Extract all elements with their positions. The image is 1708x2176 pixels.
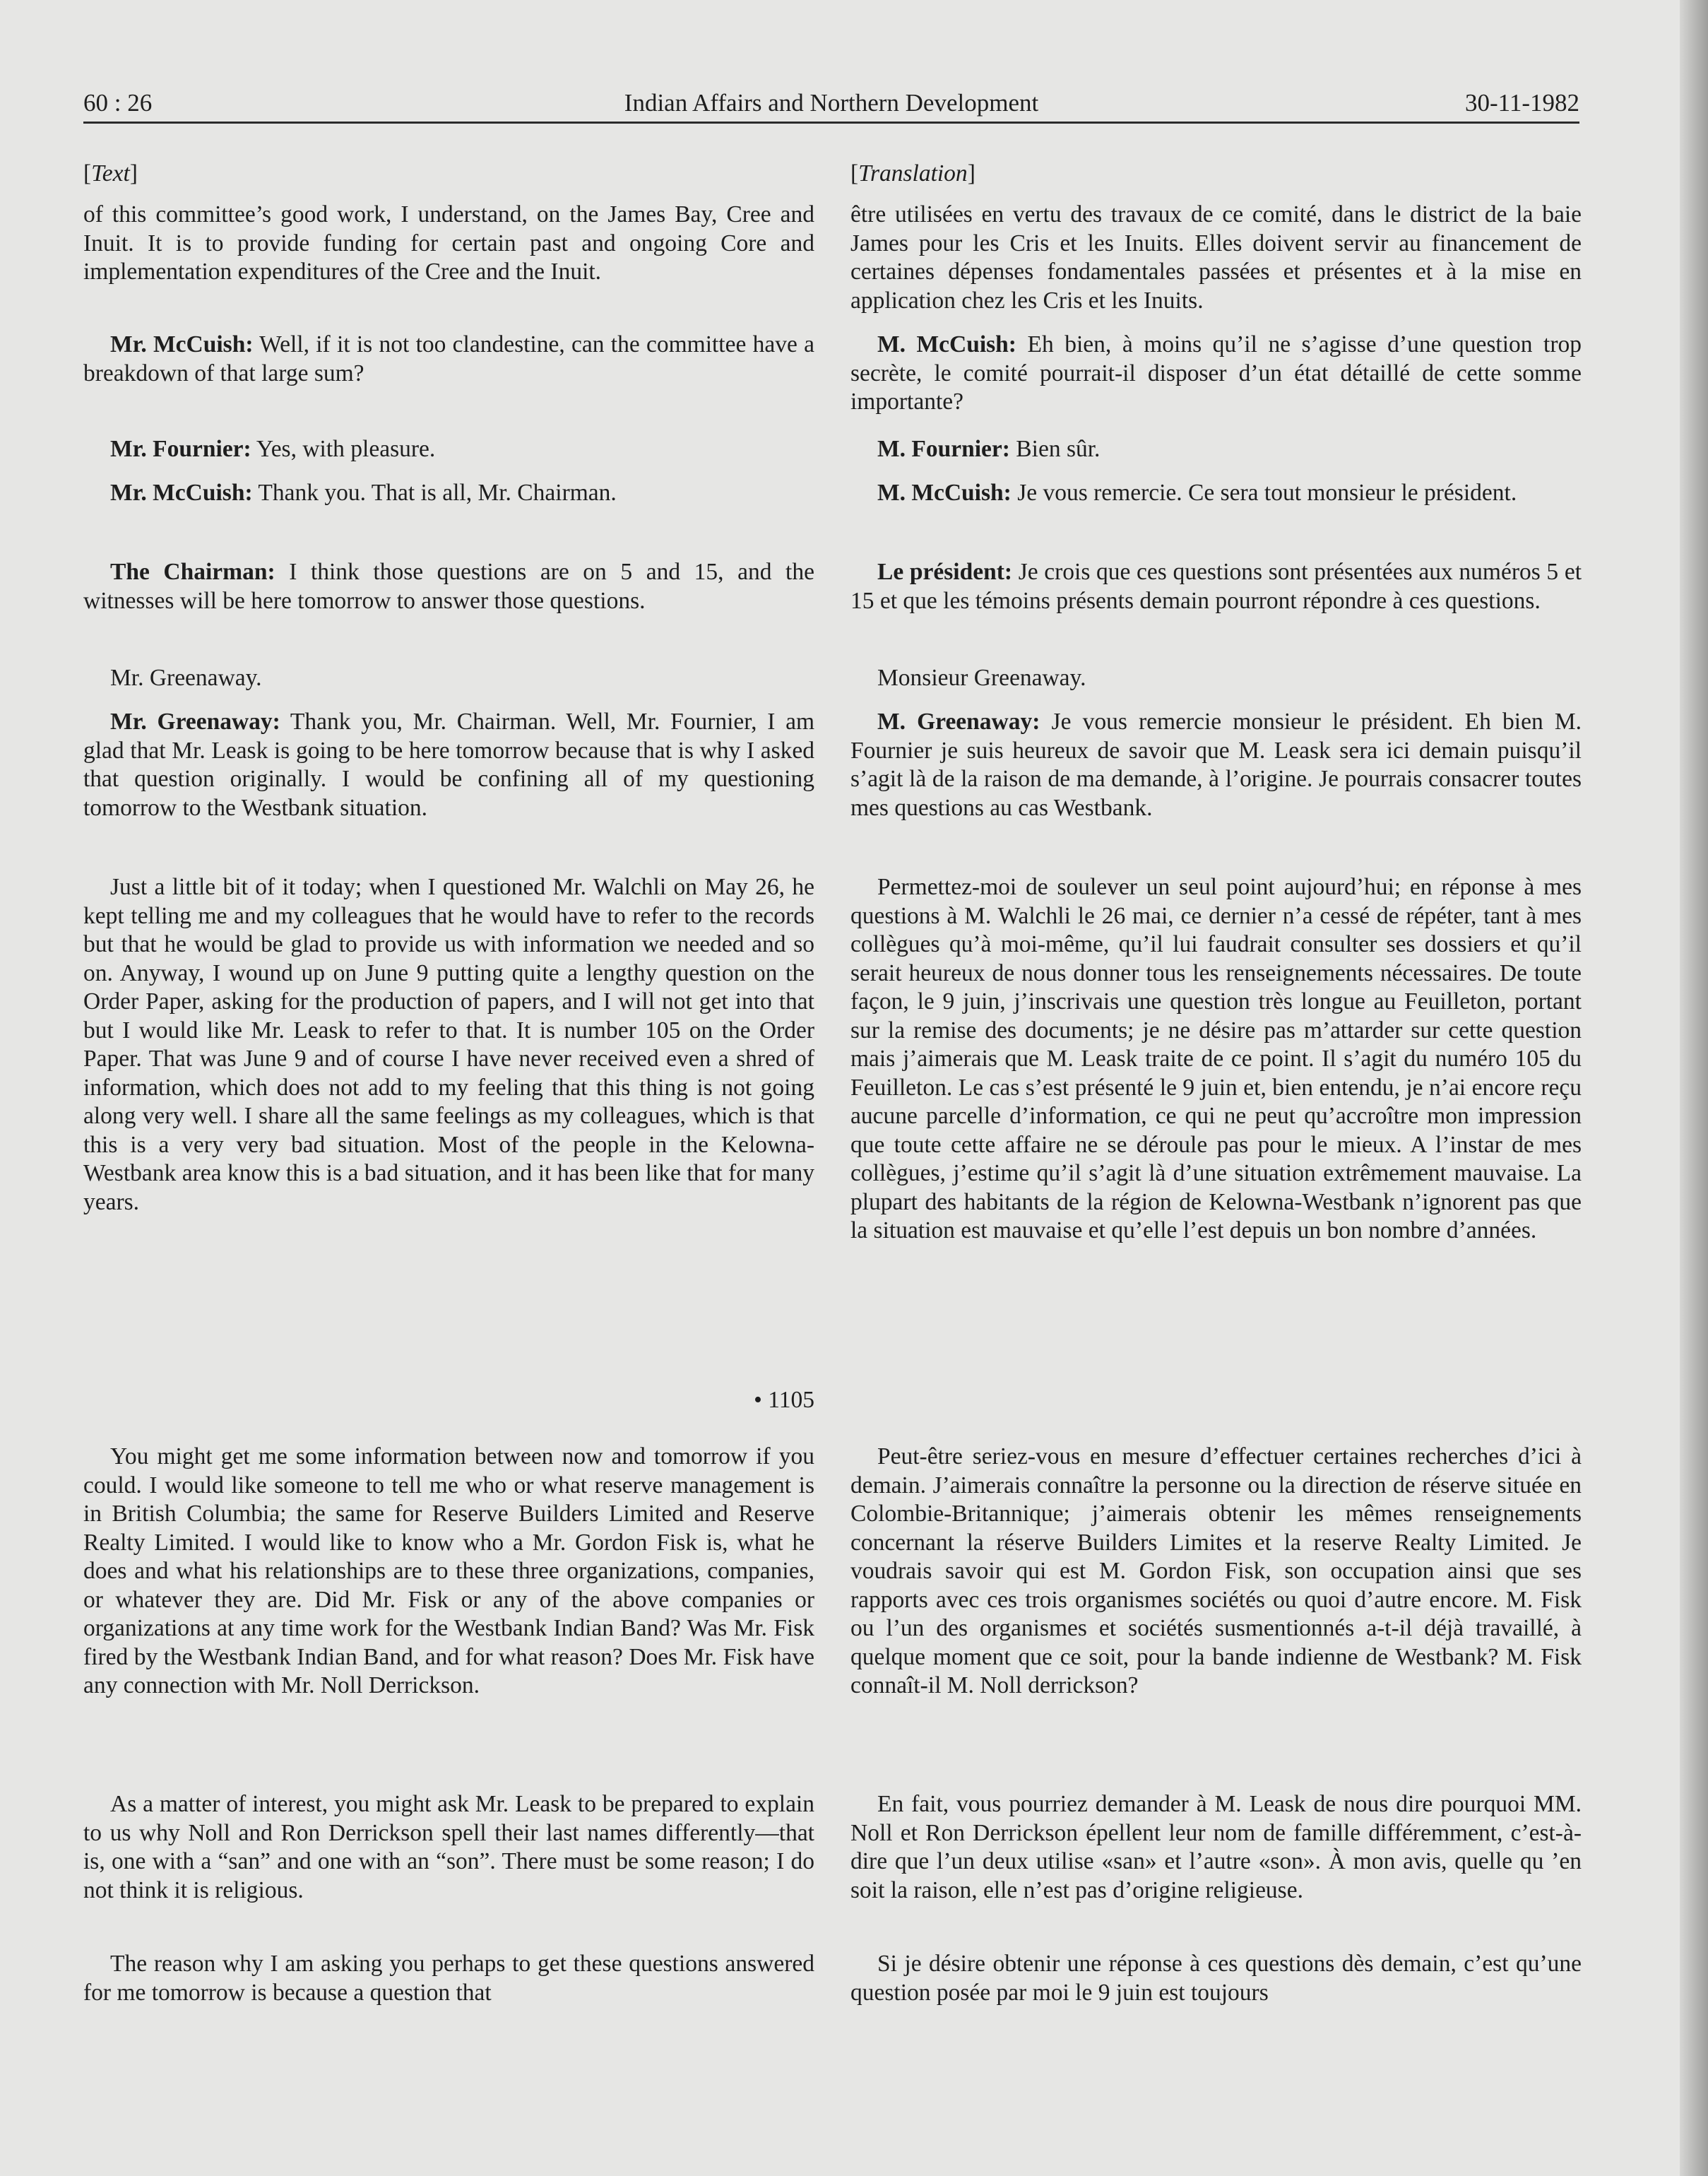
en-paragraph-2: Mr. McCuish: Well, if it is not too clandestine, can the committee have a breakdown of that large sum?	[83, 331, 815, 386]
speaker-name: Mr. Fournier:	[110, 436, 251, 462]
running-title: Indian Affairs and Northern Development	[624, 89, 1039, 117]
speaker-name: Mr. McCuish:	[110, 480, 253, 506]
fr-paragraph-10: En fait, vous pourriez demander à M. Leask de nous dire pourquoi MM. Noll et Ron Derrickson épellent leur nom de famille différemment, c’est-à-dire que l’un deux utilise «san» et l’autre «son». À mon avis, quelle qu ’en soit la raison, elle n’est pas d’origine religieuse.	[850, 1791, 1582, 1903]
en-paragraph-1: of this committee’s good work, I understand, on the James Bay, Cree and Inuit. It is to provide funding for certain past and ongoing Core and implementation expenditures of the Cree and the Inuit.	[83, 201, 814, 285]
en-paragraph-11: The reason why I am asking you perhaps to get these questions answered for me tomorrow is because a question that	[83, 1951, 814, 2006]
en-paragraph-3: Mr. Fournier: Yes, with pleasure.	[110, 436, 436, 462]
speaker-name: Mr. Greenaway:	[110, 709, 280, 735]
en-paragraph-7: Mr. Greenaway: Thank you, Mr. Chairman. Well, Mr. Fournier, I am glad that Mr. Leask is going to be here tomorrow because that is why I asked that question originally. I would be confining all of my questioning tomorrow to the Westbank situation.	[83, 709, 815, 821]
fr-paragraph-3: M. Fournier: Bien sûr.	[877, 436, 1101, 462]
speaker-name: Mr. McCuish:	[110, 331, 254, 357]
speaker-name: M. Greenaway:	[877, 709, 1040, 735]
page-header	[83, 85, 1579, 122]
page-edge	[1680, 0, 1708, 2176]
time-marker: • 1105	[754, 1387, 814, 1413]
translation-label: [Translation]	[850, 160, 975, 187]
fr-paragraph-7: M. Greenaway: Je vous remercie monsieur le président. Eh bien M. Fournier je suis heureux de savoir que M. Leask sera ici demain puisqu’il s’agit là de la raison de ma demande, à l’origine. Je pourrais consacrer toutes mes questions au cas Westbank.	[850, 709, 1582, 821]
speaker-name: M. McCuish:	[877, 331, 1016, 357]
speaker-name: M. Fournier:	[877, 436, 1010, 462]
en-paragraph-10: As a matter of interest, you might ask Mr. Leask to be prepared to explain to us why Noll and Ron Derrickson spell their last names differently—that is, one with a “san” and one with an “son”. There must be some reason; I do not think it is religious.	[83, 1791, 814, 1903]
fr-paragraph-11: Si je désire obtenir une réponse à ces questions dès demain, c’est qu’une question posée par moi le 9 juin est toujours	[850, 1951, 1582, 2006]
en-paragraph-6: Mr. Greenaway.	[110, 665, 262, 691]
en-paragraph-4: Mr. McCuish: Thank you. That is all, Mr. Chairman.	[110, 480, 617, 506]
speaker-name: Le président:	[877, 559, 1013, 585]
en-paragraph-5: The Chairman: I think those questions are on 5 and 15, and the witnesses will be here tomorrow to answer those questions.	[83, 559, 814, 614]
fr-paragraph-9: Peut-être seriez-vous en mesure d’effectuer certaines recherches d’ici à demain. J’aimerais connaître la personne ou la direction de réserve située en Colombie-Britannique; j’aimerais obtenir les mêmes renseignements concernant la réserve Builders Limites et la reserve Realty Limited. Je voudrais savoir qui est M. Gordon Fisk, son occupation ainsi que ses rapports avec ces trois organismes sociétés ou quoi d’autre encore. M. Fisk ou l’un des organismes et sociétés susmentionnés a-t-il déjà travaillé, à quelque moment que ce soit, pour la bande indienne de Westbank? M. Fisk connaît-il M. Noll derrickson?	[850, 1443, 1582, 1698]
en-paragraph-8: Just a little bit of it today; when I questioned Mr. Walchli on May 26, he kept telling me and my colleagues that he would have to refer to the records but that he would be glad to provide us with information we needed and so on. Anyway, I wound up on June 9 putting quite a lengthy question on the Order Paper, asking for the production of papers, and I will not get into that but I would like Mr. Leask to refer to that. It is number 105 on the Order Paper. That was June 9 and of course I have never received even a shred of information, which does not add to my feeling that this thing is not going along very well. I share all the same feelings as my colleagues, which is that this is a very very bad situation. Most of the people in the Kelowna-Westbank area know this is a bad situation, and it has been like that for many years.	[83, 874, 814, 1215]
fr-paragraph-6: Monsieur Greenaway.	[877, 665, 1086, 691]
fr-paragraph-4: M. McCuish: Je vous remercie. Ce sera tout monsieur le président.	[877, 480, 1517, 506]
en-paragraph-9: You might get me some information between now and tomorrow if you could. I would like someone to tell me who or what reserve management is in British Columbia; the same for Reserve Builders Limited and Reserve Realty Limited. I would like to know who a Mr. Gordon Fisk is, what he does and what his relationships are to these three organizations, companies, or whatever they are. Did Mr. Fisk or any of the above companies or organizations at any time work for the Westbank Indian Band? Was Mr. Fisk fired by the Westbank Indian Band, and for what reason? Does Mr. Fisk have any connection with Mr. Noll Derrickson.	[83, 1443, 814, 1698]
fr-paragraph-5: Le président: Je crois que ces questions sont présentées aux numéros 5 et 15 et que les témoins présents demain pourront répondre à ces questions.	[850, 559, 1582, 614]
fr-paragraph-2: M. McCuish: Eh bien, à moins qu’il ne s’agisse d’une question trop secrète, le comité pourrait-il disposer d’un état détaillé de cette somme importante?	[850, 331, 1582, 415]
speaker-name: M. McCuish:	[877, 480, 1012, 506]
speaker-name: The Chairman:	[110, 559, 275, 585]
page-date: 30-11-1982	[1464, 89, 1579, 117]
page-number: 60 : 26	[83, 89, 153, 117]
header-rule	[83, 122, 1579, 124]
text-label: [Text]	[83, 160, 138, 187]
fr-paragraph-1: être utilisées en vertu des travaux de ce comité, dans le district de la baie James pour les Cris et les Inuits. Elles doivent servir au financement de certaines dépenses fondamentales passées et présentes et à la mise en application chez les Cris et les Inuits.	[850, 201, 1582, 314]
fr-paragraph-8: Permettez-moi de soulever un seul point aujourd’hui; en réponse à mes questions à M. Walchli le 26 mai, ce dernier n’a cessé de répéter, tant à mes collègues qu’à moi-même, qu’il lui faudrait consulter ses dossiers et qu’il serait heureux de nous donner tous les renseignements nécessaires. De toute façon, le 9 juin, j’inscrivais une question très longue au Feuilleton, portant sur la remise des documents; je ne désire pas m’attarder sur cette question mais j’aimerais que M. Leask traite de ce point. Il s’agit du numéro 105 du Feuilleton. Le cas s’est présenté le 9 juin et, bien entendu, je n’ai encore reçu aucune parcelle d’information, ce qui ne peut qu’accroître mon impression que toute cette affaire ne se déroule pas pour le mieux. A l’instar de mes collègues, j’estime qu’il s’agit là d’une situation extrêmement mauvaise. La plupart des habitants de la région de Kelowna-Westbank n’ignorent pas que la situation est mauvaise et qu’elle l’est depuis un bon nombre d’années.	[850, 874, 1582, 1243]
